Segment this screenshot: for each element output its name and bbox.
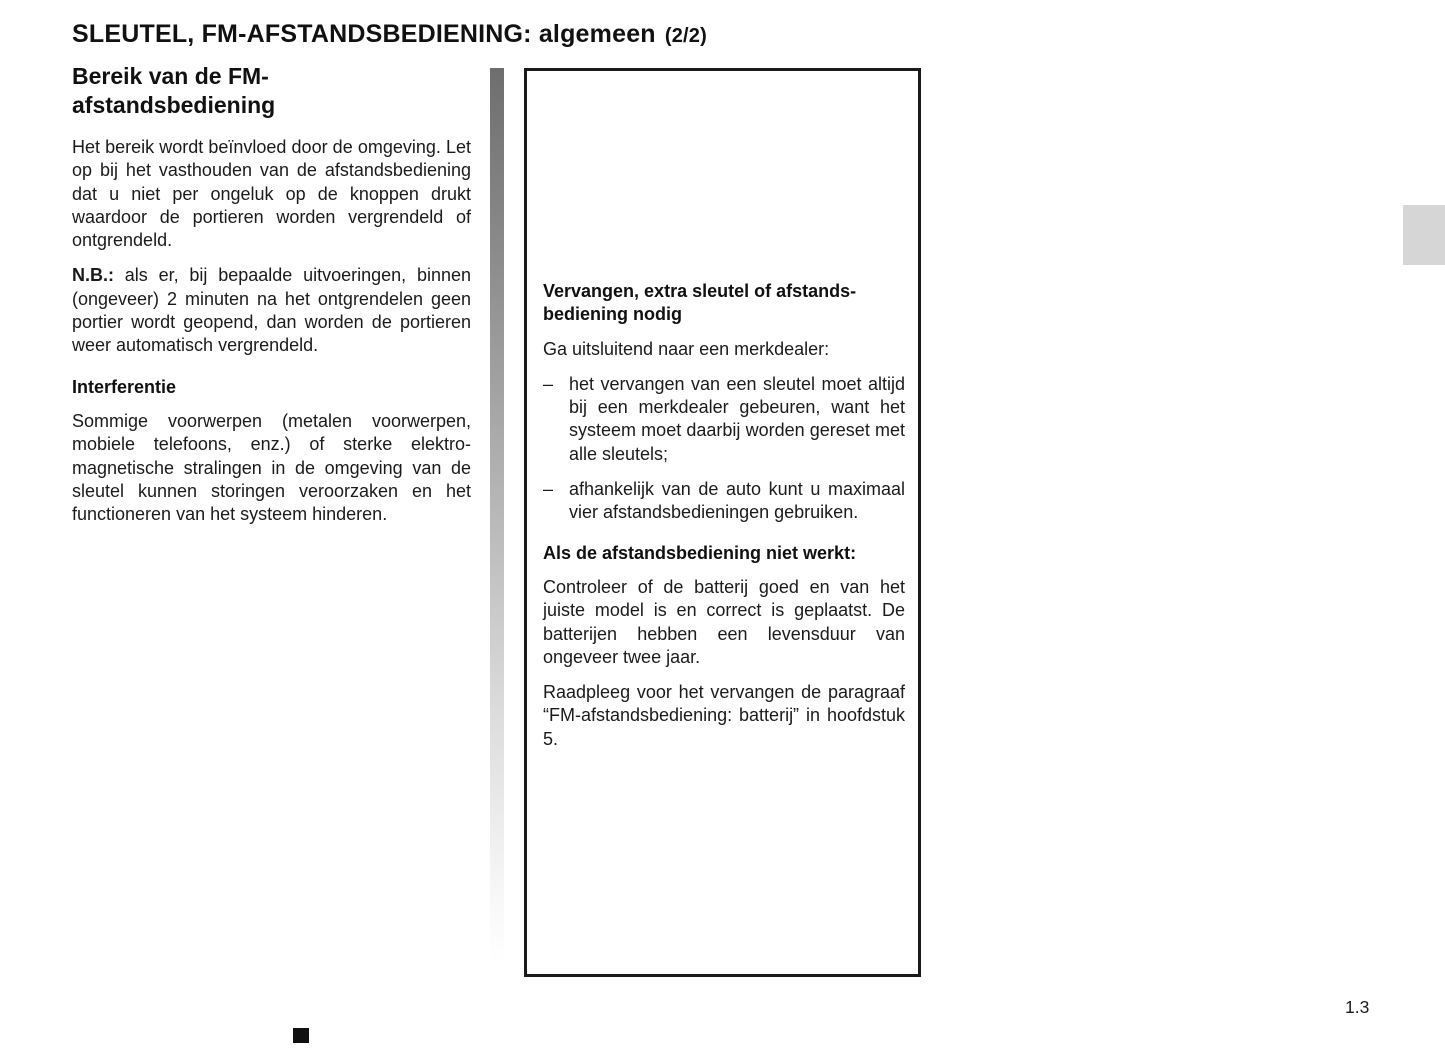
- page-title-text: SLEUTEL, FM-AFSTANDSBEDIENING: algemeen: [72, 20, 656, 48]
- paragraph-range: Het bereik wordt beïnvloed door de omgeving. Let op bij het vasthouden van de afstandsbediening dat u niet per ongeluk op de knoppen drukt waardoor de portieren worden vergrendeld of ontgrendeld.: [72, 137, 471, 251]
- left-column: [72, 62, 471, 538]
- bullet-dash: –: [543, 479, 554, 500]
- section-tab-marker: [1403, 205, 1445, 265]
- page-title-suffix: (2/2): [664, 25, 707, 47]
- page-number: 1.3: [1345, 997, 1370, 1017]
- info-box-intro: Ga uitsluitend naar een merkdealer:: [543, 338, 830, 359]
- page-title: [72, 13, 707, 50]
- bullet-text: het vervangen van een sleutel moet altijd bij een merkdealer gebeuren, want het systeem moet daarbij worden gereset met alle sleutels;: [569, 373, 905, 464]
- bullet-item: [543, 373, 905, 466]
- info-box-paragraph-battery: Controleer of de batterij goed en van het juiste model is en correct is geplaatst. De batterijen hebben een levensduur van ongeveer twee jaar.: [543, 576, 905, 667]
- section-heading: Bereik van de FM-afstandsbediening: [72, 63, 276, 118]
- info-box: [524, 68, 921, 977]
- footer-square-marker: [293, 1028, 309, 1043]
- info-box-paragraph-reference: Raadpleeg voor het vervangen de paragraaf “FM-afstandsbediening: batterij” in hoofdstuk 5.: [543, 682, 905, 749]
- nb-label: N.B.:: [72, 265, 114, 286]
- info-box-heading-replacement: Vervangen, extra sleutel of afstandsbediening nodig: [543, 281, 857, 325]
- subsection-heading-interference: Interferentie: [72, 376, 177, 397]
- paragraph-interference: Sommige voorwerpen (metalen voorwerpen, mobiele telefoons, enz.) of sterke elektromagnetische stralingen in de omgeving van de sleutel kunnen storingen veroorzaken en het functioneren van het systeem hinderen.: [72, 410, 471, 525]
- bullet-text: afhankelijk van de auto kunt u maximaal vier afstandsbedieningen gebruiken.: [569, 479, 905, 523]
- info-box-heading-not-working: Als de afstandsbediening niet werkt:: [543, 542, 857, 563]
- bullet-item: [543, 478, 905, 525]
- gradient-divider-bar: [490, 68, 504, 963]
- nb-text: als er, bij bepaalde uitvoeringen, binnen (ongeveer) 2 minuten na het ontgrendelen geen portier wordt geopend, dan worden de portieren weer automatisch vergrendeld.: [72, 265, 471, 356]
- bullet-dash: –: [543, 373, 554, 394]
- paragraph-nb: [72, 264, 471, 357]
